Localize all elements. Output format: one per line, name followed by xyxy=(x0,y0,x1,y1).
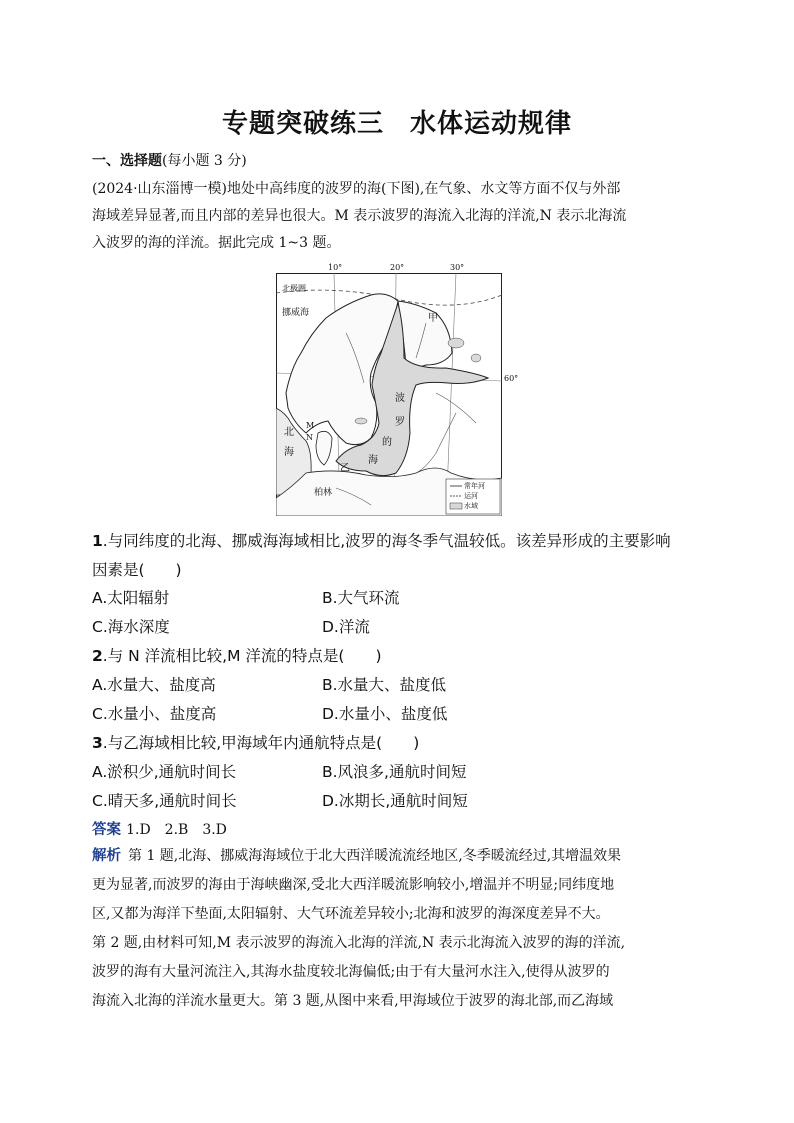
intro-paragraph xyxy=(92,176,704,257)
baltic-label-de: 的 xyxy=(382,437,392,448)
question-1 xyxy=(92,527,706,585)
option-c: C.晴天多,通航时间长 xyxy=(92,792,237,810)
arctic-circle-label: 北极圈 xyxy=(282,284,306,293)
explanation-line: 海流入北海的洋流水量更大。第 3 题,从图中来看,甲海域位于波罗的海北部,而乙海域 xyxy=(92,993,614,1009)
option-b: B.大气环流 xyxy=(322,589,400,607)
area-jia-label: 甲 xyxy=(428,313,438,324)
lon-label-20: 20° xyxy=(390,263,405,272)
explanation-line: 波罗的海有大量河流注入,其海水盐度较北海偏低;由于有大量河水注入,使得从波罗的 xyxy=(92,964,610,980)
option-d: D.洋流 xyxy=(322,618,370,636)
lat-label-60: 60° xyxy=(504,374,519,383)
section-heading xyxy=(92,150,247,170)
option-d: D.冰期长,通航时间短 xyxy=(322,792,468,810)
baltic-label-bo: 波 xyxy=(395,393,405,404)
current-m-label: M xyxy=(306,421,315,430)
berlin-label: 柏林 xyxy=(314,488,333,498)
explanation-line: 第 1 题,北海、挪威海海域位于北大西洋暖流流经地区,冬季暖流经过,其增温效果 xyxy=(128,848,622,864)
norwegian-sea-label: 挪威海 xyxy=(282,308,310,318)
explanation-label: 解析 xyxy=(92,848,121,864)
section-note: (每小题 3 分) xyxy=(162,153,247,169)
option-a: A.淤积少,通航时间长 xyxy=(92,763,237,781)
option-b: B.水量大、盐度低 xyxy=(322,676,447,694)
option-d: D.水量小、盐度低 xyxy=(322,705,448,723)
map-svg xyxy=(276,273,502,516)
option-b: B.风浪多,通航时间短 xyxy=(322,763,467,781)
answer-label: 答案 xyxy=(92,822,121,838)
explanation-line: 更为显著,而波罗的海由于海峡幽深,受北大西洋暖流影响较小,增温并不明显;同纬度地 xyxy=(92,877,615,893)
question-number: 2 xyxy=(92,647,103,665)
north-sea-label-hai: 海 xyxy=(284,447,294,458)
section-label: 一、选择题 xyxy=(92,153,162,169)
legend-canal: 运河 xyxy=(464,492,478,500)
lon-label-30: 30° xyxy=(450,263,465,272)
area-yi-label: 乙 xyxy=(340,463,350,474)
explanation xyxy=(92,842,706,1016)
legend-river: 常年河 xyxy=(464,482,485,490)
option-c: C.水量小、盐度高 xyxy=(92,705,217,723)
option-a: A.水量大、盐度高 xyxy=(92,676,216,694)
baltic-label-luo: 罗 xyxy=(395,417,405,428)
page-title xyxy=(0,103,794,140)
explanation-line: 区,又都为海洋下垫面,太阳辐射、大气环流差异较小;北海和波罗的海深度差异不大。 xyxy=(92,906,610,922)
title-sub: 水体运动规律 xyxy=(410,109,573,139)
answer-line xyxy=(92,818,227,839)
baltic-sea-map xyxy=(276,263,519,516)
intro-line: 海域差异显著,而且内部的差异也很大。M 表示波罗的海流入北海的洋流,N 表示北海流 xyxy=(92,208,627,224)
question-stem: .与乙海域相比较,甲海域年内通航特点是( ) xyxy=(102,734,420,752)
answer-text: 1.D 2.B 3.D xyxy=(126,822,227,838)
option-c: C.海水深度 xyxy=(92,618,170,636)
question-number: 3 xyxy=(92,734,103,752)
question-number: 1 xyxy=(92,532,103,550)
question-2 xyxy=(92,644,382,666)
question-3 xyxy=(92,731,419,753)
legend-water: 水域 xyxy=(464,502,478,510)
explanation-line: 第 2 题,由材料可知,M 表示波罗的海流入北海的洋流,N 表示北海流入波罗的海的洋流, xyxy=(92,935,626,951)
baltic-label-hai: 海 xyxy=(368,455,378,466)
question-stem: .与 N 洋流相比较,M 洋流的特点是( ) xyxy=(102,647,382,665)
title-main: 专题突破练三 xyxy=(221,109,384,139)
intro-line: 入波罗的海的洋流。据此完成 1~3 题。 xyxy=(92,235,341,251)
option-a: A.太阳辐射 xyxy=(92,589,170,607)
current-n-label: N xyxy=(306,433,313,442)
intro-line: (2024·山东淄博一模)地处中高纬度的波罗的海(下图),在气象、水文等方面不仅与外部 xyxy=(92,181,621,197)
question-stem: .与同纬度的北海、挪威海海域相比,波罗的海冬季气温较低。该差异形成的主要影响 xyxy=(102,532,671,550)
north-sea-label-bei: 北 xyxy=(284,427,294,438)
question-stem: 因素是( ) xyxy=(92,561,182,579)
lon-label-10: 10° xyxy=(328,263,343,272)
